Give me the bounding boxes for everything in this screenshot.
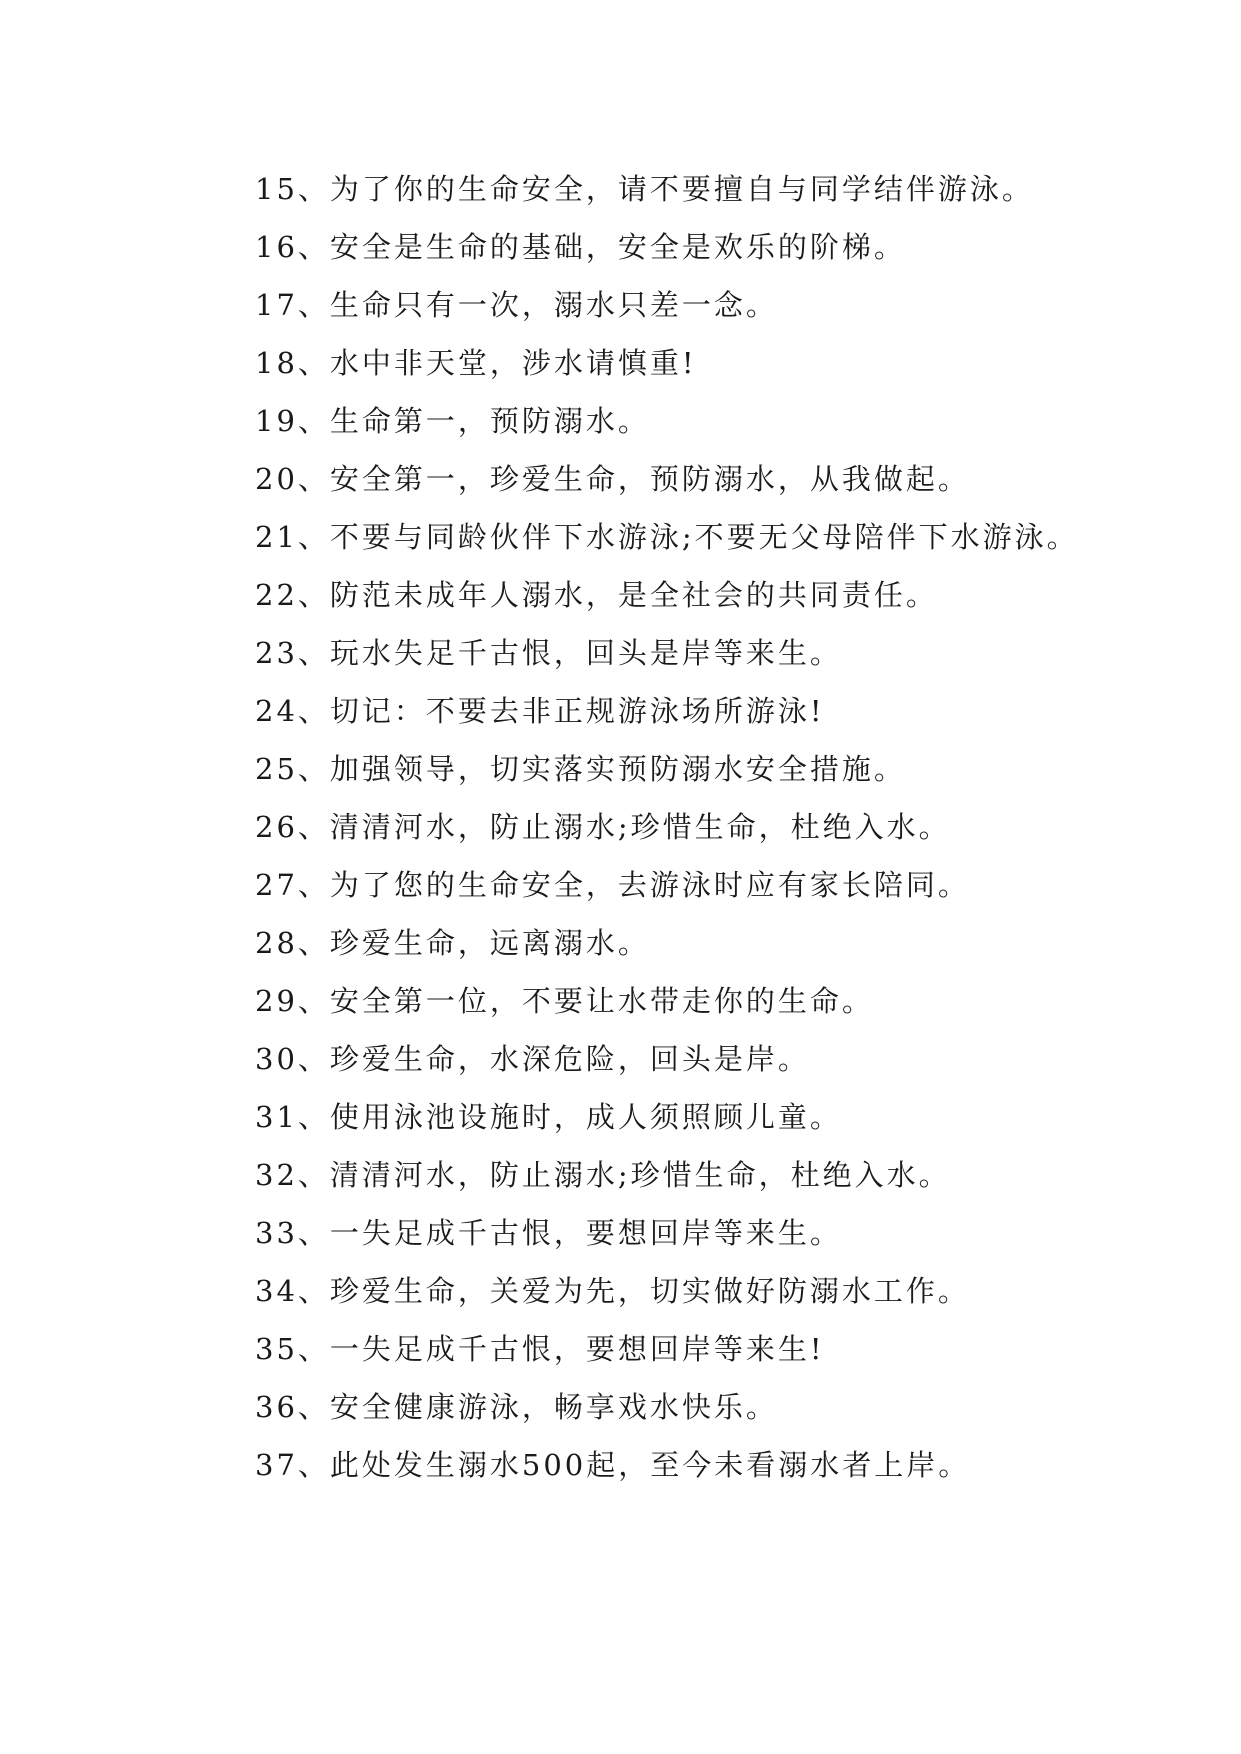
slogan-list bbox=[190, 160, 1090, 1494]
list-item: 33、一失足成千古恨，要想回岸等来生。 bbox=[255, 1216, 842, 1250]
list-item: 19、生命第一，预防溺水。 bbox=[255, 404, 650, 438]
list-item: 29、安全第一位，不要让水带走你的生命。 bbox=[255, 984, 874, 1018]
list-item: 35、一失足成千古恨，要想回岸等来生! bbox=[255, 1332, 825, 1366]
list-item: 25、加强领导，切实落实预防溺水安全措施。 bbox=[255, 752, 906, 786]
list-item: 22、防范未成年人溺水，是全社会的共同责任。 bbox=[255, 578, 938, 612]
list-item: 36、安全健康游泳，畅享戏水快乐。 bbox=[255, 1390, 778, 1424]
list-item: 32、清清河水，防止溺水;珍惜生命，杜绝入水。 bbox=[255, 1158, 951, 1192]
list-item: 23、玩水失足千古恨，回头是岸等来生。 bbox=[255, 636, 842, 670]
list-item: 31、使用泳池设施时，成人须照顾儿童。 bbox=[255, 1100, 842, 1134]
list-item: 15、为了你的生命安全，请不要擅自与同学结伴游泳。 bbox=[255, 172, 1034, 206]
list-item: 26、清清河水，防止溺水;珍惜生命，杜绝入水。 bbox=[255, 810, 951, 844]
list-item: 18、水中非天堂，涉水请慎重! bbox=[255, 346, 697, 380]
list-item: 20、安全第一，珍爱生命，预防溺水，从我做起。 bbox=[255, 462, 970, 496]
list-item: 34、珍爱生命，关爱为先，切实做好防溺水工作。 bbox=[255, 1274, 970, 1308]
list-item: 28、珍爱生命，远离溺水。 bbox=[255, 926, 650, 960]
list-item: 21、不要与同龄伙伴下水游泳;不要无父母陪伴下水游泳。 bbox=[255, 520, 1079, 554]
list-item: 27、为了您的生命安全，去游泳时应有家长陪同。 bbox=[255, 868, 970, 902]
list-item: 16、安全是生命的基础，安全是欢乐的阶梯。 bbox=[255, 230, 906, 264]
list-item: 17、生命只有一次，溺水只差一念。 bbox=[255, 288, 778, 322]
list-item: 30、珍爱生命，水深危险，回头是岸。 bbox=[255, 1042, 810, 1076]
list-item: 24、切记：不要去非正规游泳场所游泳! bbox=[255, 694, 825, 728]
list-item: 37、此处发生溺水500起，至今未看溺水者上岸。 bbox=[255, 1448, 971, 1482]
